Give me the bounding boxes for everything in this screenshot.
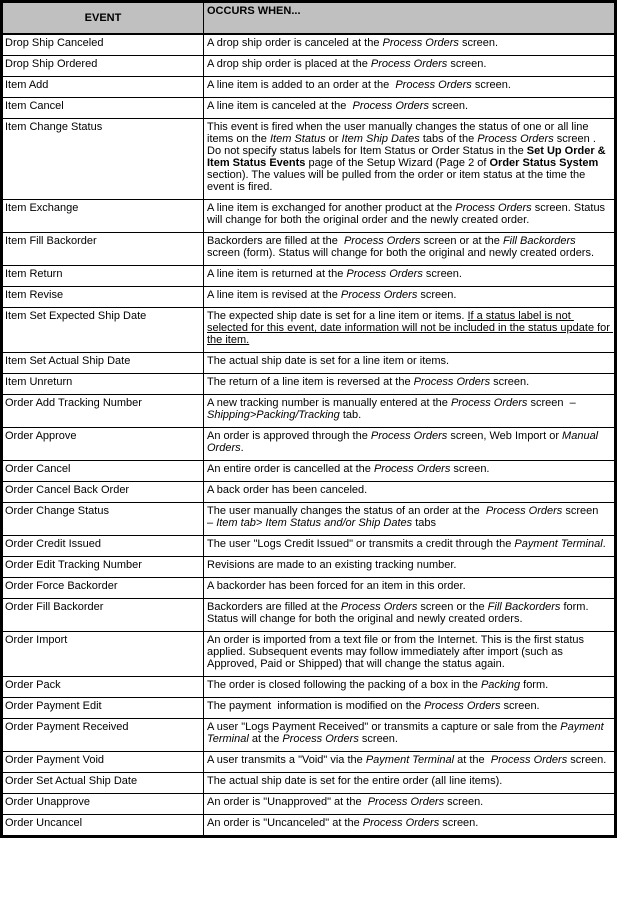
- text-segment: The expected ship date is set for a line item or items.: [207, 310, 468, 322]
- table-row: [2, 773, 616, 794]
- table-row: [2, 266, 616, 287]
- text-segment: screen.: [439, 817, 479, 829]
- table-row: [2, 34, 616, 56]
- text-segment: The actual ship date is set for the entire order (all line items).: [207, 775, 503, 787]
- occurs-when-cell: [204, 266, 616, 287]
- text-segment: The user manually changes the status of an order at the: [207, 505, 486, 517]
- table-row: [2, 119, 616, 200]
- text-segment: screen.: [458, 37, 499, 49]
- table-row: [2, 56, 616, 77]
- table-row: [2, 428, 616, 461]
- text-segment: The actual ship date is set for a line item or items.: [207, 355, 450, 367]
- event-name-cell: Order Payment Edit: [2, 698, 204, 719]
- event-name-cell: Item Set Expected Ship Date: [2, 308, 204, 353]
- occurs-when-cell: [204, 119, 616, 200]
- event-name-cell: Item Exchange: [2, 200, 204, 233]
- text-segment: screen.: [447, 58, 487, 70]
- event-name-cell: Item Revise: [2, 287, 204, 308]
- text-segment: The user "Logs Credit Issued" or transmits a credit through the: [207, 538, 515, 550]
- text-segment: A line item is exchanged for another product at the: [207, 202, 456, 214]
- text-segment: form.: [520, 679, 549, 691]
- text-segment: Process Orders: [340, 289, 418, 301]
- text-segment: screen.: [500, 700, 540, 712]
- text-segment: Fill Backorders: [487, 601, 561, 613]
- text-segment: A line item is added to an order at the: [207, 79, 396, 91]
- text-segment: page of the Setup Wizard (Page 2 of: [305, 157, 490, 169]
- text-segment: Process Orders: [343, 235, 421, 247]
- text-segment: A backorder has been forced for an item in this order.: [207, 580, 466, 592]
- occurs-when-cell: [204, 374, 616, 395]
- event-name-cell: Drop Ship Ordered: [2, 56, 204, 77]
- occurs-when-cell: [204, 233, 616, 266]
- text-segment: An order is imported from a text file or from the Internet. This is the first status applied. Subsequent events may follow immediately after import (such as Approved, Paid or Shipped) that will change the status again.: [207, 634, 588, 670]
- event-name-cell: Order Set Actual Ship Date: [2, 773, 204, 794]
- table-header-row: [2, 2, 616, 35]
- event-name-cell: Order Change Status: [2, 503, 204, 536]
- occurs-when-cell: [204, 632, 616, 677]
- text-segment: Process Orders: [370, 430, 448, 442]
- table-row: [2, 794, 616, 815]
- table-row: [2, 599, 616, 632]
- event-name-cell: Order Add Tracking Number: [2, 395, 204, 428]
- text-segment: Payment Terminal: [514, 538, 603, 550]
- text-segment: at the: [454, 754, 491, 766]
- text-segment: A drop ship order is canceled at the: [207, 37, 383, 49]
- event-name-cell: Order Force Backorder: [2, 578, 204, 599]
- text-segment: screen.: [422, 268, 462, 280]
- event-name-cell: Order Credit Issued: [2, 536, 204, 557]
- occurs-when-cell: [204, 461, 616, 482]
- event-name-cell: Order Approve: [2, 428, 204, 461]
- text-segment: Backorders are filled at the: [207, 235, 344, 247]
- occurs-when-cell: [204, 698, 616, 719]
- text-segment: Process Orders: [395, 79, 472, 91]
- text-segment: A line item is canceled at the: [207, 100, 353, 112]
- text-segment: tabs: [412, 517, 437, 529]
- table-row: [2, 482, 616, 503]
- text-segment: A back order has been canceled.: [207, 484, 368, 496]
- text-segment: Payment Terminal: [365, 754, 455, 766]
- occurs-when-cell: [204, 482, 616, 503]
- text-segment: Process Orders: [455, 202, 532, 214]
- text-segment: An order is approved through the: [207, 430, 371, 442]
- occurs-when-cell: [204, 308, 616, 353]
- event-name-cell: Order Cancel: [2, 461, 204, 482]
- occurs-when-cell: [204, 536, 616, 557]
- table-body: [2, 34, 616, 837]
- event-name-cell: Order Payment Received: [2, 719, 204, 752]
- table-row: [2, 461, 616, 482]
- event-name-cell: Item Set Actual Ship Date: [2, 353, 204, 374]
- text-segment: Shipping>Packing/Tracking: [207, 409, 340, 421]
- event-name-cell: Order Pack: [2, 677, 204, 698]
- text-segment: An entire order is cancelled at the: [207, 463, 374, 475]
- text-segment: The payment information is modified on the: [207, 700, 425, 712]
- text-segment: screen or the: [417, 601, 488, 613]
- occurs-when-cell: [204, 677, 616, 698]
- occurs-when-cell: [204, 815, 616, 837]
- text-segment: Process Orders: [370, 58, 448, 70]
- text-segment: A user "Logs Payment Received" or transmits a capture or sale from the: [207, 721, 561, 733]
- event-name-cell: Order Unapprove: [2, 794, 204, 815]
- text-segment: Process Orders: [413, 376, 491, 388]
- text-segment: A new tracking number is manually entered at the: [207, 397, 451, 409]
- text-segment: section). The values will be pulled from the order or item status at the time the event is fired.: [207, 157, 602, 193]
- table-row: [2, 503, 616, 536]
- text-segment: An order is "Uncanceled" at the: [207, 817, 363, 829]
- text-segment: Manual Orders: [207, 430, 602, 454]
- event-name-cell: Item Add: [2, 77, 204, 98]
- occurs-when-cell: [204, 578, 616, 599]
- table-row: [2, 719, 616, 752]
- text-segment: A drop ship order is placed at the: [207, 58, 371, 70]
- text-segment: Process Orders: [477, 133, 554, 145]
- text-segment: The return of a line item is reversed at the: [207, 376, 414, 388]
- text-segment: Fill Backorders: [502, 235, 576, 247]
- table-row: [2, 308, 616, 353]
- table-row: [2, 98, 616, 119]
- table-row: [2, 698, 616, 719]
- occurs-when-cell: [204, 287, 616, 308]
- text-segment: screen.: [417, 289, 457, 301]
- event-name-cell: Item Unreturn: [2, 374, 204, 395]
- text-segment: screen –: [527, 397, 579, 409]
- text-segment: Process Orders: [282, 733, 359, 745]
- event-name-cell: Order Edit Tracking Number: [2, 557, 204, 578]
- occurs-when-cell: [204, 56, 616, 77]
- text-segment: Item Status: [269, 133, 326, 145]
- text-segment: Item Ship Dates: [341, 133, 420, 145]
- text-segment: Backorders are filled at the: [207, 601, 341, 613]
- text-segment: screen.: [428, 100, 469, 112]
- text-segment: screen.: [471, 79, 511, 91]
- occurs-when-cell: [204, 34, 616, 56]
- text-segment: Process Orders: [490, 754, 568, 766]
- occurs-when-cell: [204, 503, 616, 536]
- event-name-cell: Order Import: [2, 632, 204, 677]
- table-row: [2, 287, 616, 308]
- text-segment: form. Status will change for both the original and newly created orders.: [207, 601, 592, 625]
- text-segment: tabs of the: [419, 133, 478, 145]
- occurs-when-cell: [204, 599, 616, 632]
- text-segment: This event is fired when the user manually changes the status of one or all line items on the: [207, 121, 592, 145]
- event-name-cell: Order Fill Backorder: [2, 599, 204, 632]
- occurs-when-cell: [204, 98, 616, 119]
- table-row: [2, 353, 616, 374]
- text-segment: .: [602, 538, 606, 550]
- text-segment: tab.: [339, 409, 362, 421]
- text-segment: Process Orders: [346, 268, 423, 280]
- text-segment: screen . Do not specify status labels for Item Status or Order Status in the: [207, 133, 599, 157]
- text-segment: screen, Web Import or: [447, 430, 563, 442]
- table-row: [2, 536, 616, 557]
- text-segment: screen.: [444, 796, 484, 808]
- occurs-when-cell: [204, 77, 616, 98]
- occurs-when-cell: [204, 395, 616, 428]
- event-name-cell: Item Fill Backorder: [2, 233, 204, 266]
- text-segment: screen.: [358, 733, 398, 745]
- column-header-event: EVENT: [2, 2, 204, 35]
- table-row: [2, 233, 616, 266]
- table-row: [2, 632, 616, 677]
- occurs-when-cell: [204, 794, 616, 815]
- text-segment: Set Up Order & Item Status Events: [207, 145, 609, 169]
- event-name-cell: Drop Ship Canceled: [2, 34, 204, 56]
- text-segment: screen.: [450, 463, 490, 475]
- table-row: [2, 557, 616, 578]
- text-segment: A line item is returned at the: [207, 268, 347, 280]
- text-segment: screen.: [567, 754, 607, 766]
- text-segment: Process Orders: [382, 37, 459, 49]
- text-segment: Payment Terminal: [207, 721, 607, 745]
- table-row: [2, 77, 616, 98]
- column-header-occurs-when: OCCURS WHEN...: [204, 2, 616, 35]
- occurs-when-cell: [204, 428, 616, 461]
- text-segment: or: [325, 133, 342, 145]
- text-segment: Process Orders: [362, 817, 440, 829]
- table-row: [2, 200, 616, 233]
- text-segment: Process Orders: [352, 100, 429, 112]
- table-row: [2, 752, 616, 773]
- text-segment: screen or at the: [420, 235, 503, 247]
- event-name-cell: Order Cancel Back Order: [2, 482, 204, 503]
- text-segment: screen. Status will change for both the original order and the newly created order.: [207, 202, 609, 226]
- table-row: [2, 815, 616, 837]
- event-name-cell: Order Payment Void: [2, 752, 204, 773]
- text-segment: An order is "Unapproved" at the: [207, 796, 368, 808]
- event-name-cell: Item Change Status: [2, 119, 204, 200]
- event-name-cell: Item Cancel: [2, 98, 204, 119]
- table-row: [2, 395, 616, 428]
- text-segment: screen (form). Status will change for both the original and newly created orders.: [207, 235, 595, 259]
- text-segment: Process Orders: [367, 796, 445, 808]
- event-name-cell: Order Uncancel: [2, 815, 204, 837]
- event-name-cell: Item Return: [2, 266, 204, 287]
- text-segment: Process Orders: [373, 463, 451, 475]
- text-segment: The order is closed following the packing of a box in the: [207, 679, 481, 691]
- text-segment: screen.: [490, 376, 530, 388]
- text-segment: Process Orders: [485, 505, 563, 517]
- occurs-when-cell: [204, 773, 616, 794]
- table-row: [2, 374, 616, 395]
- table-row: [2, 578, 616, 599]
- table-row: [2, 677, 616, 698]
- occurs-when-cell: [204, 719, 616, 752]
- text-segment: .: [240, 442, 244, 454]
- occurs-when-cell: [204, 200, 616, 233]
- text-segment: A user transmits a "Void" via the: [207, 754, 366, 766]
- text-segment: screen –: [207, 505, 605, 529]
- text-segment: Order Status System: [489, 157, 599, 169]
- text-segment: Packing: [480, 679, 521, 691]
- occurs-when-cell: [204, 353, 616, 374]
- occurs-when-cell: [204, 557, 616, 578]
- text-segment: at the: [248, 733, 283, 745]
- text-segment: Process Orders: [424, 700, 501, 712]
- text-segment: Process Orders: [340, 601, 418, 613]
- occurs-when-cell: [204, 752, 616, 773]
- text-segment: Item tab> Item Status and/or Ship Dates: [216, 517, 413, 529]
- text-segment: Process Orders: [450, 397, 528, 409]
- text-segment: A line item is revised at the: [207, 289, 341, 301]
- text-segment: Revisions are made to an existing tracking number.: [207, 559, 457, 571]
- text-segment: If a status label is not selected for this event, date information will not be included in the status update for the item.: [207, 310, 614, 346]
